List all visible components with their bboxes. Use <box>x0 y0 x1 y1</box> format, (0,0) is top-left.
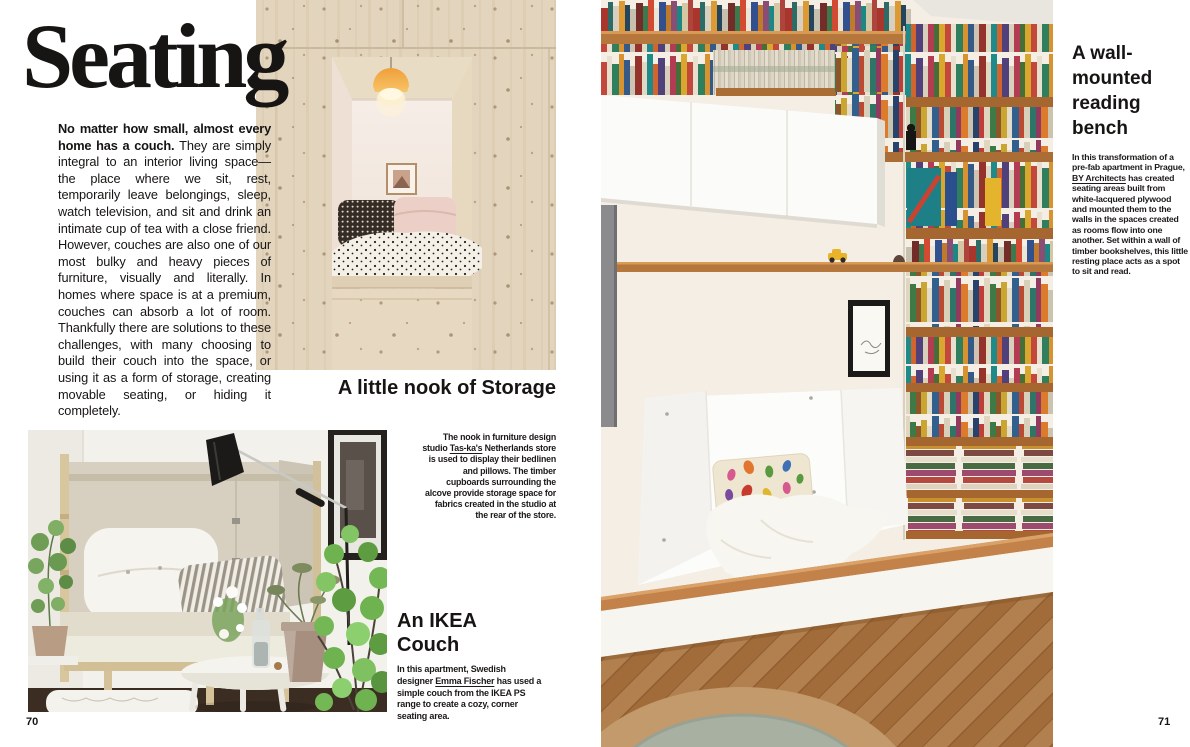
ikea-caption-link[interactable]: Emma Fischer <box>435 675 495 686</box>
storage-section-caption <box>420 432 556 522</box>
photo-bookshelf-bench <box>601 0 1053 747</box>
ikea-section-heading: An IKEA Couch <box>397 610 477 656</box>
bench-caption-text-2: has created seating areas built from white-lacquered plywood and mounted them to the walls in the spaces created as rooms flow into one another. Set within a wall of timber bookshelves, this little resting place acts as a spot to sit and read. <box>1072 172 1188 277</box>
bookcase-column-right <box>893 24 1053 540</box>
page-number-right: 71 <box>1158 716 1171 728</box>
framed-sketch <box>848 300 890 377</box>
photo-ikea-couch <box>28 430 387 712</box>
storage-caption-text-2: Netherlands store is used to display their bedlinen and pillows. The timber cupboards surrounding the alcove provide storage space for fabrics created in the studio at the rear of the store. <box>425 443 556 521</box>
photo-plywood-nook <box>256 0 556 370</box>
wall-art-frame <box>328 430 387 560</box>
nook-opening <box>332 57 482 291</box>
article-body <box>58 121 271 420</box>
bench-section-heading: A wall-mounted reading bench <box>1072 43 1153 139</box>
storage-caption-text: The nook in furniture design studio <box>422 432 556 454</box>
bench-caption-link[interactable]: BY Architects <box>1072 172 1126 183</box>
article-intro-rest: They are simply integral to an interior living space—the place where we sit, rest, temporarily leave belongings, sleep, watch television, and sit and drink an intimate cup of tea with a close friend. However, couches are also one of our most bulky and heavy pieces of furniture, visually and literally. In homes where space is at a premium, couches can absorb a lot of room. Thankfully there are solutions to these challenges, with many choosing to build their couch into the space, or using it as a form of storage, creating movable seating, or hiding it completely. <box>58 137 271 419</box>
storage-section-heading: A little nook of Storage <box>337 377 556 399</box>
ikea-caption-text: In this apartment, Swedish designer <box>397 664 506 686</box>
pouf <box>46 690 198 712</box>
bookend-silhouette <box>906 124 916 150</box>
ikea-caption-text-2: has used a simple couch from the IKEA PS range to create a cozy, corner seating area. <box>397 675 542 722</box>
nook-framed-picture <box>387 164 416 194</box>
article-intro-bold: No matter how small, almost every home has a couch. <box>58 121 271 153</box>
bench-caption-text: In this transformation of a pre-fab apartment in Prague, <box>1072 152 1185 173</box>
page-title: Seating <box>22 5 286 107</box>
storage-caption-link[interactable]: Tas-ka's <box>449 443 483 454</box>
ikea-section-caption <box>397 664 543 723</box>
page-number-left: 70 <box>26 716 39 728</box>
bench-section-caption <box>1072 152 1188 277</box>
